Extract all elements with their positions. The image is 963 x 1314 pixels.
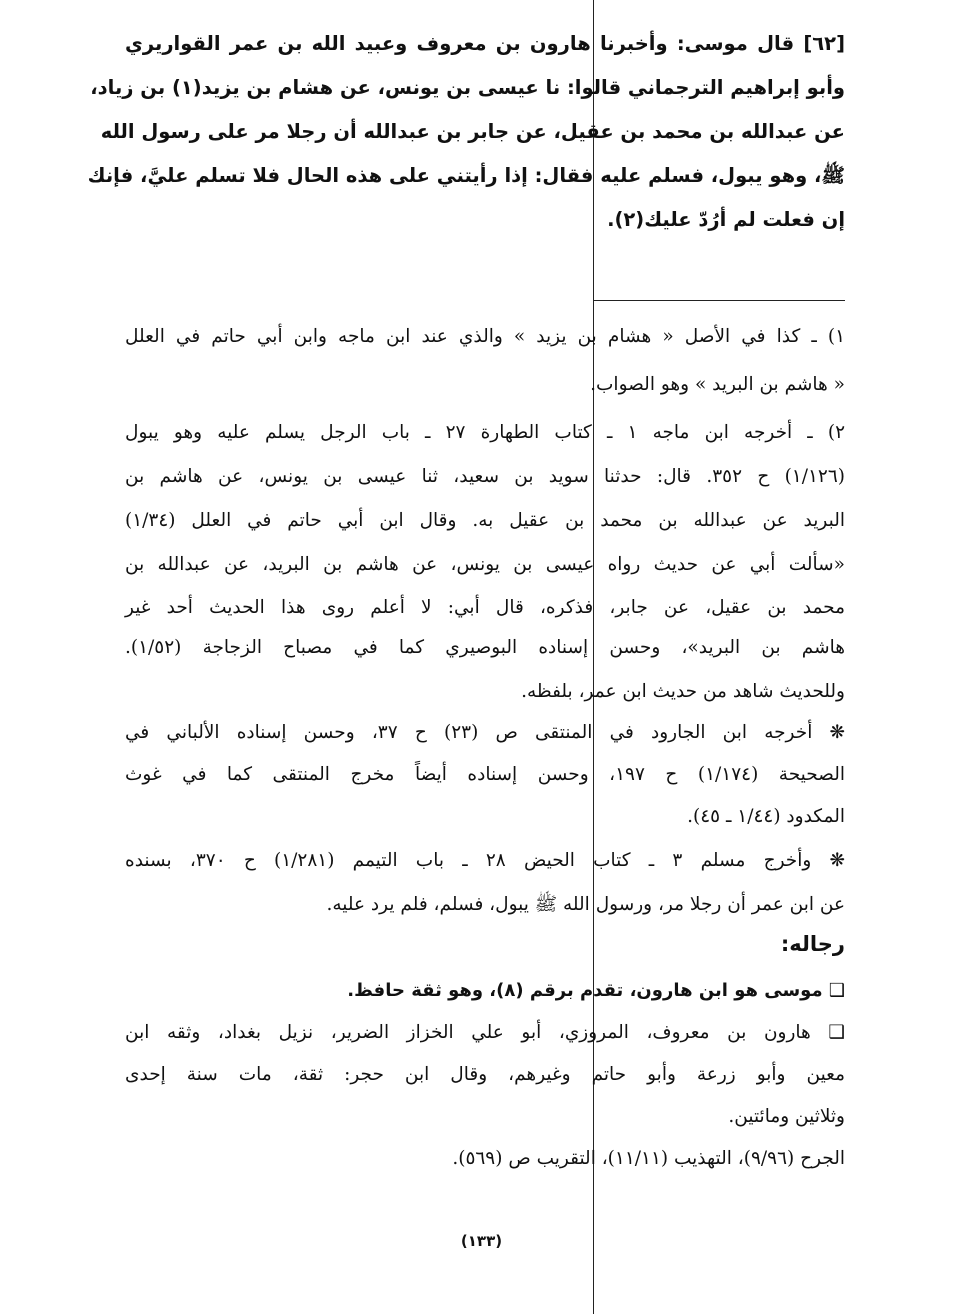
footnote-line: ١) ـ كذا في الأصل « هشام بن يزيد » والذي عند ابن ماجه وابن أبي حاتم في العلل (125, 326, 845, 347)
footnote-line: هاشم بن البريد»، وحسن إسناده البوصيري كما في مصباح الزجاجة (١/٥٢). (125, 637, 845, 658)
rijal-line: الجرح (٩/٩٦)، التهذيب (١١/١١)، التقريب ص (٥٦٩). (452, 1148, 845, 1169)
footnote-line: ❋ وأخرج مسلم ٣ ـ كتاب الحيض ٢٨ ـ باب التيمم (١/٢٨١) ح ٣٧٠، بسنده (125, 850, 846, 871)
rijal-line: معين وأبو زرعة وأبو حاتم وغيرهم، وقال ابن حجر: ثقة، مات سنة إحدى (125, 1064, 845, 1085)
footnote-line: البريد عن عبدالله بن محمد بن عقيل به. وقال ابن أبي حاتم في العلل (١/٣٤) (125, 510, 845, 531)
rijal-line: ❑ هارون بن معروف، المروزي، أبو علي الخزاز الضرير، نزيل بغداد، وثقه ابن (125, 1022, 845, 1043)
footnote-line: (١/١٢٦) ح ٣٥٢. قال: حدثنا سويد بن سعيد، ثنا عيسى بن يونس، عن هاشم بن (125, 466, 845, 487)
main-text-line: [٦٢] قال موسى: وأخبرنا هارون بن معروف وعبيد الله بن عمر القواريري (125, 32, 845, 55)
main-text-line: عن عبدالله بن محمد بن عقيل، عن جابر بن عبدالله أن رجلا مر على رسول الله (100, 120, 845, 143)
footnote-line: ❋ أخرجه ابن الجارود في المنتقى ص (٢٣) ح ٣٧، وحسن إسناده الألباني في (125, 722, 846, 743)
footnote-separator (593, 300, 845, 301)
main-text-line: إن فعلت لم أرُدّ عليك(٢). (607, 208, 845, 231)
footnote-line: وللحديث شاهد من حديث ابن عمر، بلفظه. (521, 681, 845, 702)
footnote-line: محمد بن عقيل، عن جابر، فذكره، قال أبي: لا أعلم روى هذا الحديث أحد غير (125, 597, 845, 618)
footnote-line: « هاشم بن البريد » وهو الصواب. (590, 374, 845, 395)
rijal-heading: رجاله: (780, 932, 845, 956)
main-text-line: وأبو إبراهيم الترجماني قالوا: نا عيسى بن يونس، عن هشام بن يزيد(١) بن زياد، (90, 76, 845, 99)
footnote-line: عن ابن عمر أن رجلا مر، ورسول الله ﷺ يبول، فسلم، فلم يرد عليه. (326, 894, 845, 915)
rijal-line: وثلاثين ومائتين. (728, 1106, 845, 1127)
footnote-line: الصحيحة (١/١٧٤) ح ١٩٧، وحسن إسناده أيضاً مخرج المنتقى كما في غوث (125, 764, 845, 785)
footnote-line: ٢) ـ أخرجه ابن ماجه ١ ـ كتاب الطهارة ٢٧ ـ باب الرجل يسلم عليه وهو يبول (125, 422, 845, 443)
rijal-line: ❑ موسى هو ابن هارون، تقدم برقم (٨)، وهو ثقة حافظ. (347, 980, 845, 1001)
footnote-line: المكدود (١/٤٤ ـ ٤٥). (687, 806, 845, 827)
footnote-line: «سألت أبي عن حديث رواه عيسى بن يونس، عن هاشم بن البريد، عن عبدالله بن (125, 554, 845, 575)
page-number: (١٣٣) (460, 1232, 503, 1250)
main-text-line: ﷺ، وهو يبول، فسلم عليه فقال: إذا رأيتني على هذه الحال فلا تسلم عليَّ، فإنك (87, 164, 845, 187)
